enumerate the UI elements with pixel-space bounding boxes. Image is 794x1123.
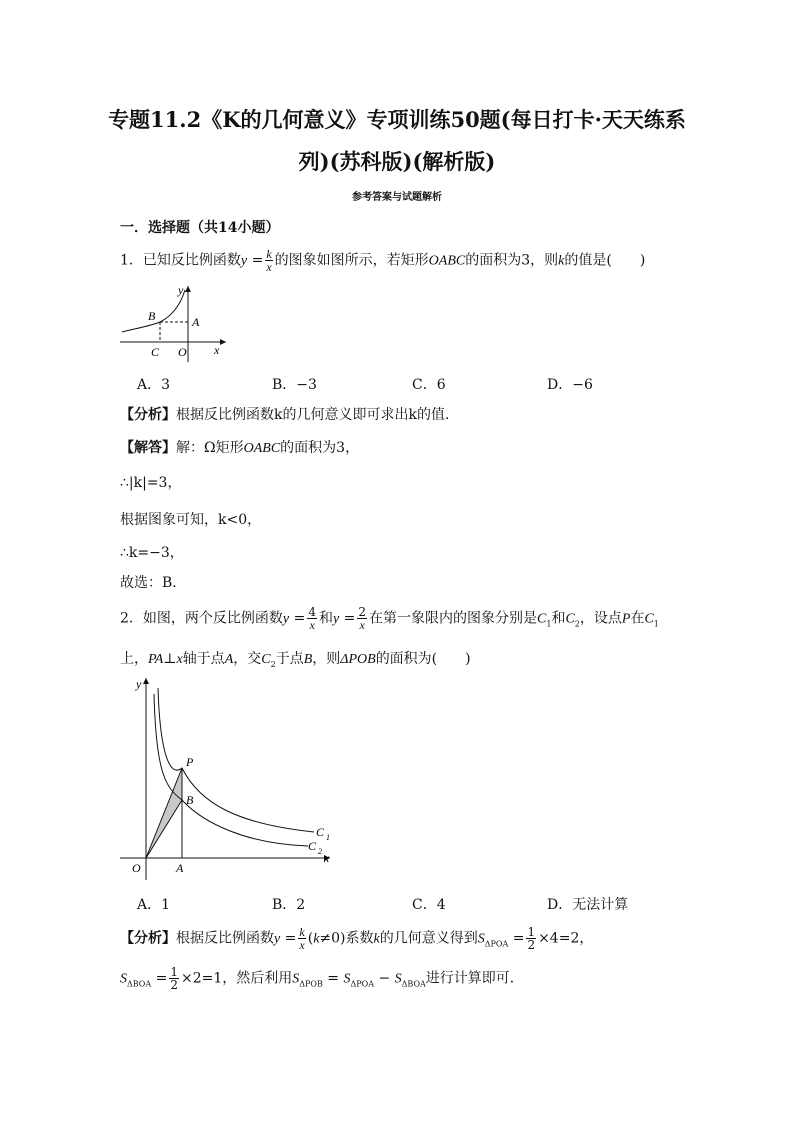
q1-stem: 1．已知反比例函数y = $\frac{k}{x}$ 的图象如图所示，若矩形OABC的面积为3，则k的值是( ): [120, 247, 646, 274]
q1-label-y: y: [178, 283, 184, 297]
q1-label-c: C: [151, 345, 160, 359]
q2-label-p: P: [186, 755, 194, 769]
q1-step-4: 故选：B．: [120, 575, 187, 591]
q1-analysis: 【分析】根据反比例函数k的几何意义即可求出k的值．: [120, 407, 459, 423]
q1-label-a: A: [192, 315, 200, 329]
q1-option-d: D．−6: [547, 377, 593, 393]
q2-label-c1: C: [316, 825, 325, 839]
q1-answer: 【解答】解：Ω矩形OABC的面积为3，: [120, 440, 360, 456]
q1-graph: [118, 282, 230, 364]
q1-option-a: A．3: [137, 377, 171, 393]
svg-text:1: 1: [326, 833, 330, 842]
q1-option-b: B．−3: [272, 377, 317, 393]
q2-stem: 2．如图，两个反比例函数y = $\frac{4}{x}$ 和y = $\frac{2}{x}$ 在第一象限内的图象分别是$C_1$和$C_2$，设点P在$C_1$: [120, 605, 659, 632]
q1-option-c: C．6: [412, 377, 446, 393]
q1-label-b: B: [148, 309, 156, 323]
q2-option-b: B．2: [272, 897, 306, 913]
q2-label-c2: C: [308, 839, 317, 853]
q2-option-a: A．1: [137, 897, 171, 913]
q1-step-1: ∴|k|=3，: [120, 475, 182, 491]
q2-label-o: O: [132, 861, 141, 875]
q2-stem-line2: 上，PA⊥x轴于点A，交$C_2$于点B，则ΔPOB的面积为( ): [120, 651, 471, 669]
q1-step-3: ∴k=−3，: [120, 545, 184, 561]
q1-step-2: 根据图象可知，k<0，: [120, 512, 262, 528]
q2-label-x: x: [324, 851, 330, 865]
q2-option-d: D．无法计算: [547, 897, 629, 913]
q2-label-y: y: [136, 677, 142, 691]
q2-label-b: B: [186, 793, 194, 807]
section-heading: 一．选择题（共14小题）: [120, 220, 280, 236]
doc-title-line1: 专题11.2《K的几何意义》专项训练50题(每日打卡·天天练系: [108, 107, 686, 132]
doc-subtitle: 参考答案与试题解析: [352, 192, 442, 203]
q2-analysis: 【分析】根据反比例函数y = $\frac{k}{x}$ (k≠0)系数k的几何意义得到$S_{\Delta POA}$ = $\frac{1}{2}$ ×4=2，: [120, 925, 594, 952]
q1-label-o: O: [178, 345, 187, 359]
q2-option-c: C．4: [412, 897, 446, 913]
doc-title-line2: 列)(苏科版)(解析版): [298, 149, 496, 174]
svg-text:2: 2: [318, 847, 322, 856]
q2-label-a: A: [176, 861, 184, 875]
q2-analysis-line2: $S_{\Delta BOA}$ = $\frac{1}{2}$ ×2=1，然后利用$S_{\Delta POB} = S_{\Delta POA} - S_{\Delta BOA}$进行计算即可．: [120, 965, 524, 992]
q2-graph: [118, 674, 338, 882]
q1-label-x: x: [214, 343, 220, 357]
